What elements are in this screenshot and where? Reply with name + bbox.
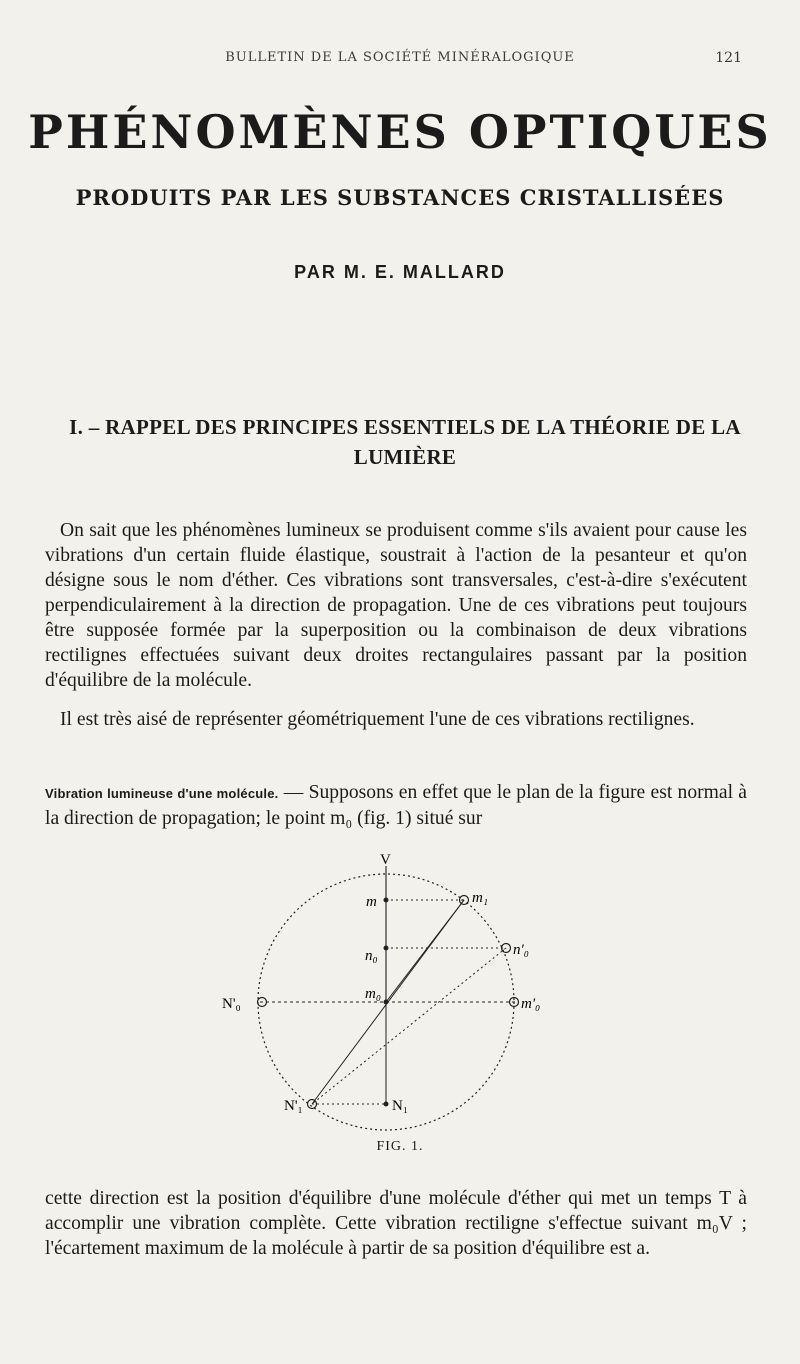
running-head: BULLETIN DE LA SOCIÉTÉ MINÉRALOGIQUE [225,50,575,65]
paragraph-2: Il est très aisé de représenter géométriquement l'une de ces vibrations rectilignes. [60,709,695,730]
label-n0: n₀ [365,948,378,964]
point-n0 [384,946,389,951]
label-N1p: N'₁ [284,1098,303,1114]
label-m0p: m'₀ [521,996,541,1012]
vibration-diagram [220,852,560,1142]
label-m0: m₀ [365,986,382,1002]
subtitle: PRODUITS PAR LES SUBSTANCES CRISTALLISÉES [75,185,725,210]
label-V: V [380,852,391,868]
run-in-heading: Vibration lumineuse d'une molécule. [45,786,279,801]
paragraph-3-text: — Supposons en effet que le plan de la figure est normal à la direction de propagation; le point m₀ (fig. 1) situé sur [45,782,747,829]
label-m1: m₁ [472,890,489,906]
label-N0p: N'₀ [222,996,241,1012]
label-n0p: n'₀ [513,942,529,958]
label-m: m [366,894,377,910]
paragraph-3 [45,780,747,831]
paragraph-1: On sait que les phénomènes lumineux se produisent comme s'ils avaient pour cause les vibrations d'un certain fluide élastique, soustrait à l'action de la pesanteur et qu'on désigne sous le nom d'éther. Ces vibrations sont transversales, c'est-à-dire s'exécutent perpendiculairement à la direction de propagation. Une de ces vibrations peut toujours être supposée formée par la superposition ou la combinaison de deux vibrations rectilignes effectuées suivant deux droites rectangulaires passant par la position d'équilibre de la molécule. [45,520,747,691]
page-number: 121 [715,50,742,66]
point-m [384,898,389,903]
point-m0 [384,1000,389,1005]
point-N1 [384,1102,389,1107]
figure-caption: FIG. 1. [376,1139,424,1154]
section-heading: I. – RAPPEL DES PRINCIPES ESSENTIELS DE LA THÉORIE DE LA LUMIÈRE [69,415,741,469]
author-line: PAR M. E. MALLARD [294,262,506,282]
main-title: PHÉNOMÈNES OPTIQUES [28,105,772,159]
figure-1 [220,852,560,1142]
label-N1: N₁ [392,1098,409,1114]
paragraph-4: cette direction est la position d'équilibre d'une molécule d'éther qui met un temps T à accomplir une vibration complète. Cette vibration rectiligne s'effectue suivant m₀V ; l'écartement maximum de la molécule à partir de sa position d'équilibre est a. [45,1188,747,1259]
